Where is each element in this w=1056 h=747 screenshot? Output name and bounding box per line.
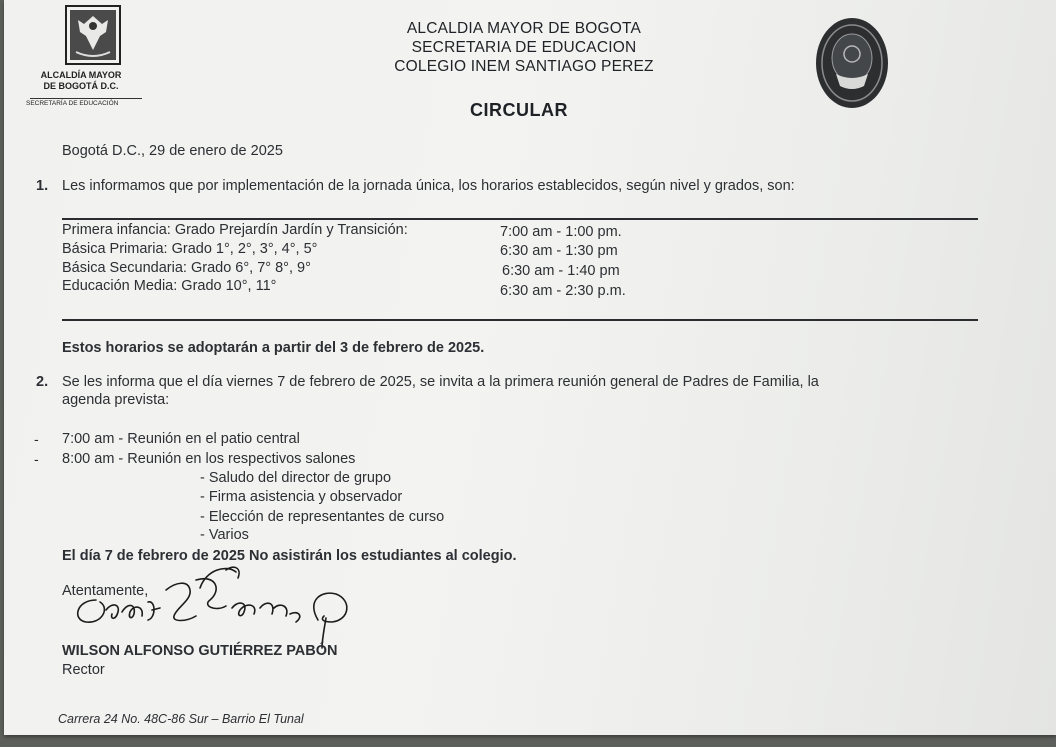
salutation: Atentamente, (62, 583, 149, 599)
schedule-hours-4: 6:30 am - 2:30 p.m. (500, 283, 626, 299)
header-line1: ALCALDIA MAYOR DE BOGOTA (406, 20, 642, 37)
header-line3: COLEGIO INEM SANTIAGO PEREZ (394, 58, 654, 75)
schedule-level-1: Primera infancia: Grado Prejardín Jardín y Transición: (62, 222, 408, 238)
document-title: CIRCULAR (470, 100, 568, 120)
item2-text-line1: Se les informa que el día viernes 7 de febrero de 2025, se invita a la primera reunión general de Padres de Familia, la (62, 374, 819, 390)
school-seal-logo (814, 16, 890, 110)
no-classes-note: El día 7 de febrero de 2025 No asistirán los estudiantes al colegio. (62, 548, 517, 564)
signatory-role: Rector (62, 662, 105, 678)
document-page (4, 0, 1056, 735)
agenda-subitem-3: - Elección de representantes de curso (200, 509, 445, 525)
schedule-bottom-rule (62, 319, 978, 321)
agenda-bullet-1: - (34, 431, 39, 447)
logo-caption-line2: DE BOGOTÁ D.C. (43, 81, 119, 91)
schedule-hours-3: 6:30 am - 1:40 pm (502, 263, 620, 279)
schedule-hours-1: 7:00 am - 1:00 pm. (500, 224, 622, 240)
schedule-level-4: Educación Media: Grado 10°, 11° (62, 278, 277, 294)
handwritten-signature (66, 560, 366, 652)
schedule-effective-note: Estos horarios se adoptarán a partir del 3 de febrero de 2025. (62, 340, 485, 356)
header-line2: SECRETARIA DE EDUCACION (411, 39, 637, 56)
item1-text: Les informamos que por implementación de la jornada única, los horarios establecidos, según nivel y grados, son: (62, 178, 795, 194)
schedule-top-rule (62, 218, 978, 220)
document-date: Bogotá D.C., 29 de enero de 2025 (62, 143, 283, 159)
bogota-coat-of-arms-logo (64, 4, 122, 66)
agenda-subitem-4: - Varios (200, 527, 249, 543)
footer-address: Carrera 24 No. 48C-86 Sur – Barrio El Tunal (58, 712, 304, 726)
agenda-item-1: 7:00 am - Reunión en el patio central (62, 431, 300, 447)
schedule-level-2: Básica Primaria: Grado 1°, 2°, 3°, 4°, 5° (62, 241, 318, 257)
schedule-level-3: Básica Secundaria: Grado 6°, 7° 8°, 9° (62, 260, 311, 276)
signatory-name: WILSON ALFONSO GUTIÉRREZ PABÓN (62, 643, 338, 659)
logo-divider (30, 98, 142, 99)
agenda-bullet-2: - (34, 451, 39, 467)
schedule-hours-2: 6:30 am - 1:30 pm (500, 243, 618, 259)
logo-caption-line3: SECRETARÍA DE EDUCACIÓN (26, 100, 119, 107)
agenda-item-2: 8:00 am - Reunión en los respectivos salones (62, 451, 356, 467)
agenda-subitem-2: - Firma asistencia y observador (200, 489, 403, 505)
item2-text-line2: agenda prevista: (62, 392, 170, 408)
agenda-subitem-1: - Saludo del director de grupo (200, 470, 392, 486)
item1-number: 1. (36, 178, 49, 194)
item2-number: 2. (36, 374, 49, 390)
logo-caption-line1: ALCALDÍA MAYOR (40, 70, 122, 80)
